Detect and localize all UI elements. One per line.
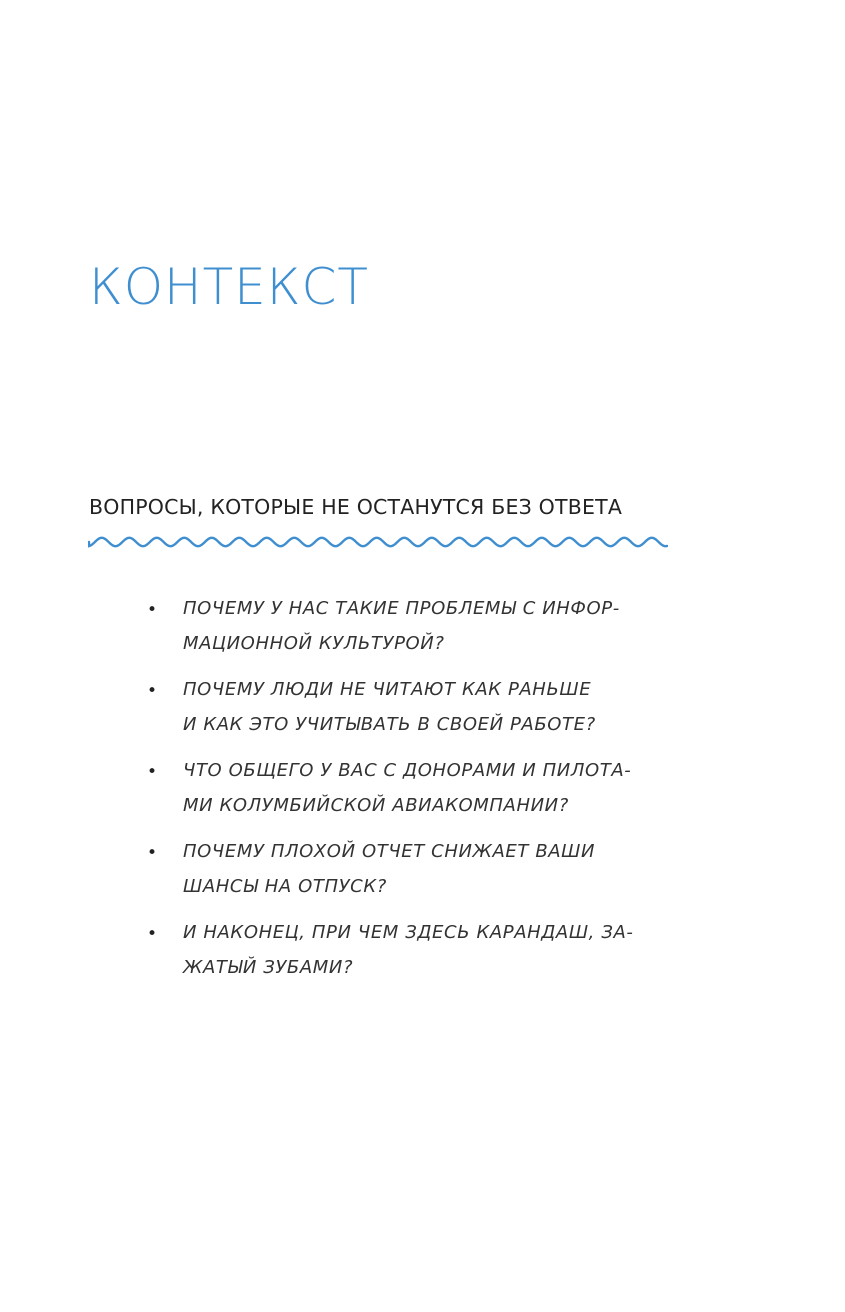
- bullet: •: [147, 681, 158, 701]
- bullet: •: [147, 924, 158, 944]
- list-item: [147, 754, 667, 823]
- section-heading: ВОПРОСЫ, КОТОРЫЕ НЕ ОСТАНУТСЯ БЕЗ ОТВЕТА: [89, 495, 623, 519]
- question-text: ПОЧЕМУ ЛЮДИ НЕ ЧИТАЮТ КАК РАНЬШЕ И КАК ЭТО УЧИТЫВАТЬ В СВОЕЙ РАБОТЕ?: [183, 679, 596, 735]
- bullet: •: [147, 762, 158, 782]
- chapter-title: КОНТЕКСТ: [89, 258, 369, 316]
- question-text: ПОЧЕМУ ПЛОХОЙ ОТЧЕТ СНИЖАЕТ ВАШИ ШАНСЫ НА ОТПУСК?: [183, 841, 596, 897]
- list-item: [147, 835, 667, 904]
- list-item: [147, 592, 667, 661]
- question-text: ПОЧЕМУ У НАС ТАКИЕ ПРОБЛЕМЫ С ИНФОР- МАЦИОННОЙ КУЛЬТУРОЙ?: [183, 598, 620, 654]
- list-item: [147, 673, 667, 742]
- question-text: ЧТО ОБЩЕГО У ВАС С ДОНОРАМИ И ПИЛОТА- МИ КОЛУМБИЙСКОЙ АВИАКОМПАНИИ?: [183, 760, 632, 816]
- question-text: И НАКОНЕЦ, ПРИ ЧЕМ ЗДЕСЬ КАРАНДАШ, ЗА- ЖАТЫЙ ЗУБАМИ?: [183, 922, 634, 978]
- list-item: [147, 916, 667, 985]
- wave-divider: [88, 535, 668, 549]
- bullet: •: [147, 843, 158, 863]
- wave-divider-line: [89, 538, 667, 546]
- bullet: •: [147, 600, 158, 620]
- questions-list: [147, 592, 667, 997]
